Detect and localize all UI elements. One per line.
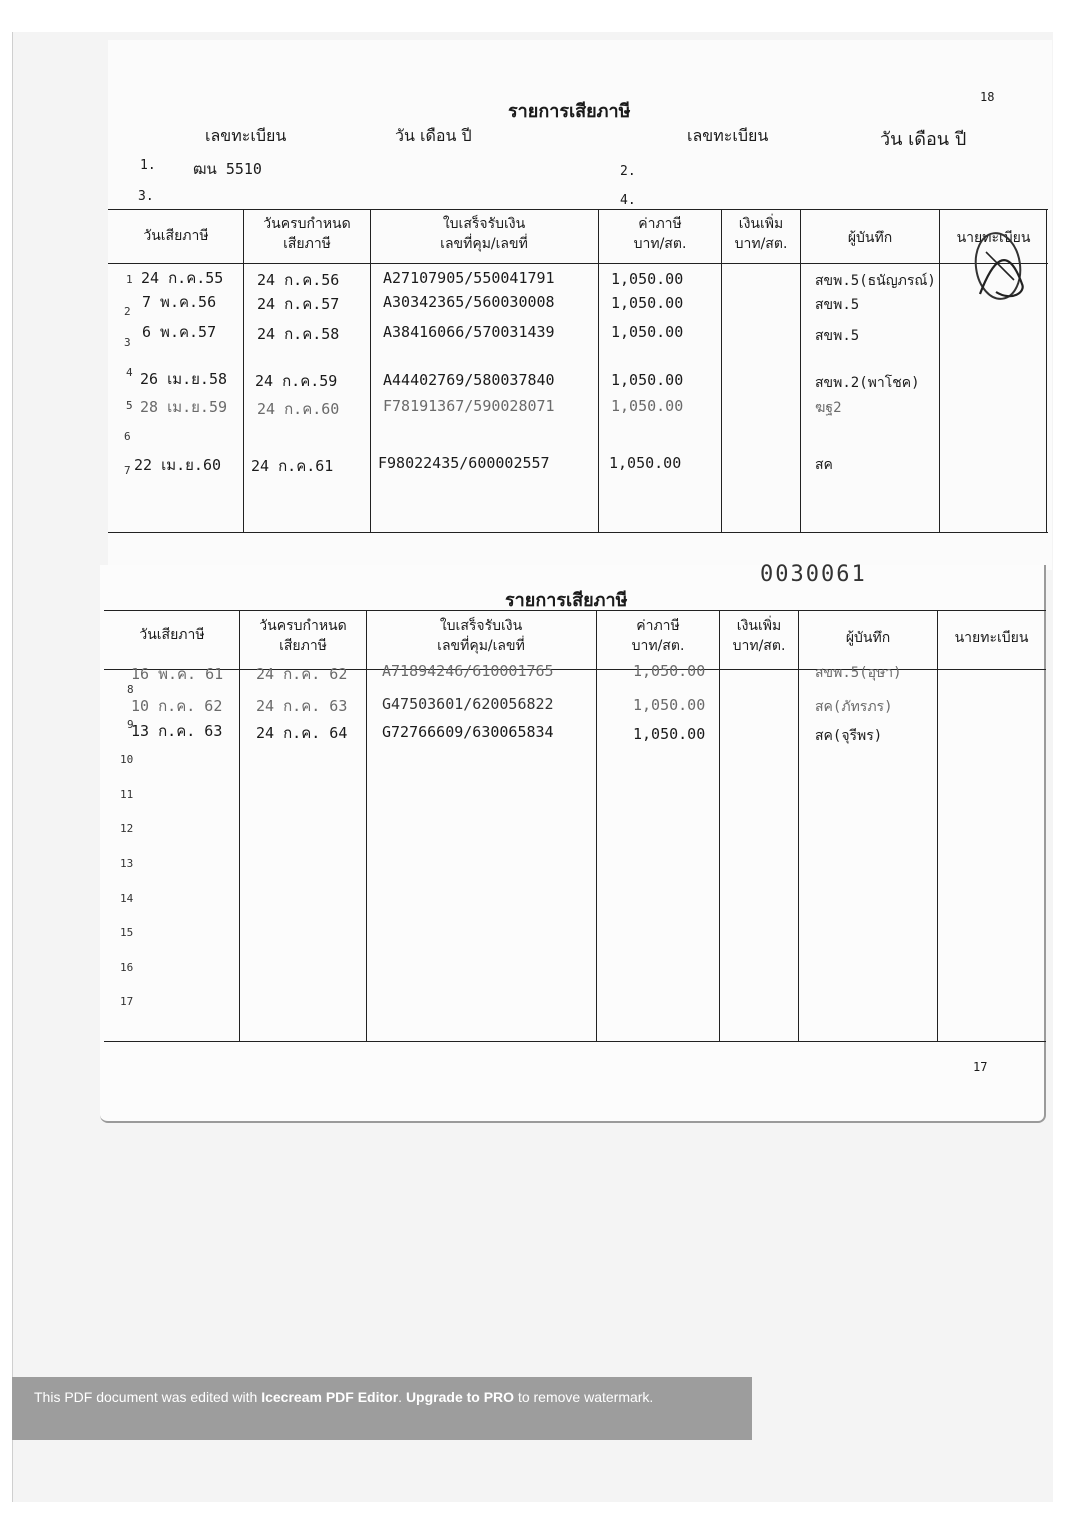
due-date: 24 ก.ค.60 <box>257 400 340 418</box>
due-date: 24 ก.ค. 62 <box>256 665 348 683</box>
col-header-due-date: วันครบกำหนด เสียภาษี <box>259 618 347 654</box>
row-number: 12 <box>120 822 134 835</box>
row-number: 5 <box>126 399 133 412</box>
col-header-tax: ค่าภาษี บาท/สต. <box>633 216 687 252</box>
due-date: 24 ก.ค.56 <box>257 271 340 289</box>
row-number: 10 <box>120 753 134 766</box>
tax-amount: 1,050.00 <box>611 294 684 312</box>
col-header-surcharge: เงินเพิ่ม บาท/สต. <box>732 618 786 654</box>
date-label-left: วัน เดือน ปี <box>395 126 472 145</box>
paid-date: 10 ก.ค. 62 <box>131 697 223 715</box>
receipt-number: A44402769/580037840 <box>383 371 555 389</box>
due-date: 24 ก.ค.57 <box>257 295 340 313</box>
receipt-number: A27107905/550041791 <box>383 269 555 287</box>
row-number: 15 <box>120 926 134 939</box>
page-number-bottom: 17 <box>973 1060 988 1074</box>
due-date: 24 ก.ค. 64 <box>256 724 348 742</box>
row-number: 6 <box>124 430 131 443</box>
row-number: 7 <box>124 464 131 477</box>
col-header-paid-date: วันเสียภาษี <box>139 627 205 643</box>
receipt-number: A30342365/560030008 <box>383 293 555 311</box>
due-date: 24 ก.ค.58 <box>257 325 340 343</box>
row-number: 1 <box>126 273 133 286</box>
page-number-top: 18 <box>980 90 995 104</box>
receipt-number: F78191367/590028071 <box>383 397 555 415</box>
reg-item-1-value: ฒน 5510 <box>193 160 262 178</box>
row-number: 2 <box>124 305 131 318</box>
recorder: สขพ.5 <box>815 328 860 344</box>
row-number: 3 <box>124 336 131 349</box>
tax-amount: 1,050.00 <box>611 270 684 288</box>
tax-amount: 1,050.00 <box>633 662 706 680</box>
tax-amount: 1,050.00 <box>611 323 684 341</box>
tax-amount: 1,050.00 <box>633 725 706 743</box>
tax-amount: 1,050.00 <box>633 696 706 714</box>
receipt-number: G47503601/620056822 <box>382 695 554 713</box>
col-header-tax: ค่าภาษี บาท/สต. <box>631 618 685 654</box>
col-header-paid-date: วันเสียภาษี <box>143 228 209 244</box>
recorder: สค(ภัทรภร) <box>815 699 893 715</box>
watermark-text: This PDF document was edited with Icecream PDF Editor. Upgrade to PRO to remove watermark. <box>34 1389 654 1405</box>
receipt-number: A38416066/570031439 <box>383 323 555 341</box>
col-header-receipt: ใบเสร็จรับเงิน เลขที่คุม/เลขที่ <box>440 216 528 252</box>
reg-item-4-number: 4. <box>620 193 636 208</box>
tax-amount: 1,050.00 <box>611 397 684 415</box>
paid-date: 13 ก.ค. 63 <box>131 722 223 740</box>
paid-date: 16 พ.ค. 61 <box>131 665 224 683</box>
col-header-due-date: วันครบกำหนด เสียภาษี <box>263 216 351 252</box>
col-header-receipt: ใบเสร็จรับเงิน เลขที่คุม/เลขที่ <box>437 618 525 654</box>
receipt-number: F98022435/600002557 <box>378 454 550 472</box>
paid-date: 26 เม.ย.58 <box>140 370 228 388</box>
paid-date: 22 เม.ย.60 <box>134 456 222 474</box>
reg-label-left: เลขทะเบียน <box>205 126 287 145</box>
col-header-recorder: ผู้บันทึก <box>847 230 893 246</box>
reg-item-3-number: 3. <box>138 189 154 204</box>
reg-item-1-number: 1. <box>140 158 156 173</box>
recorder: สขพ.2(พาโชค) <box>815 375 920 391</box>
due-date: 24 ก.ค.59 <box>255 372 338 390</box>
recorder: สค(จุรีพร) <box>815 728 883 744</box>
date-label-right: วัน เดือน ปี <box>880 129 967 150</box>
paid-date: 7 พ.ค.56 <box>142 293 217 311</box>
paid-date: 28 เม.ย.59 <box>140 398 228 416</box>
registrar-signature <box>952 222 1046 312</box>
row-number: 16 <box>120 961 134 974</box>
due-date: 24 ก.ค. 63 <box>256 697 348 715</box>
reg-item-2-number: 2. <box>620 164 636 179</box>
col-header-registrar: นายทะเบียน <box>956 230 1031 246</box>
section-title-upper: รายการเสียภาษี <box>508 101 631 122</box>
row-number: 14 <box>120 892 134 905</box>
col-header-surcharge: เงินเพิ่ม บาท/สต. <box>734 216 788 252</box>
tax-amount: 1,050.00 <box>611 371 684 389</box>
row-number: 11 <box>120 788 134 801</box>
reg-label-right: เลขทะเบียน <box>687 126 769 145</box>
receipt-number: G72766609/630065834 <box>382 723 554 741</box>
recorder: ฆฐ2 <box>815 400 842 416</box>
row-number: 9 <box>127 718 134 731</box>
row-number: 17 <box>120 995 134 1008</box>
watermark-banner <box>12 1377 752 1440</box>
recorder: สขพ.5(ธนัญภรณ์) <box>815 273 936 289</box>
col-header-registrar: นายทะเบียน <box>954 630 1029 646</box>
section-title-lower: รายการเสียภาษี <box>505 590 628 611</box>
recorder: สขพ.5(อุษา) <box>815 665 902 681</box>
recorder: สขพ.5 <box>815 297 860 313</box>
due-date: 24 ก.ค.61 <box>251 457 334 475</box>
document-number-fragment: 0030061 <box>760 562 867 587</box>
paid-date: 6 พ.ค.57 <box>142 323 217 341</box>
receipt-number: A71894246/610001765 <box>382 662 554 680</box>
recorder: สค <box>815 457 833 473</box>
paid-date: 24 ก.ค.55 <box>141 269 224 287</box>
row-number: 13 <box>120 857 134 870</box>
tax-amount: 1,050.00 <box>609 454 682 472</box>
row-number: 8 <box>127 683 134 696</box>
col-header-recorder: ผู้บันทึก <box>845 630 891 646</box>
row-number: 4 <box>126 366 133 379</box>
